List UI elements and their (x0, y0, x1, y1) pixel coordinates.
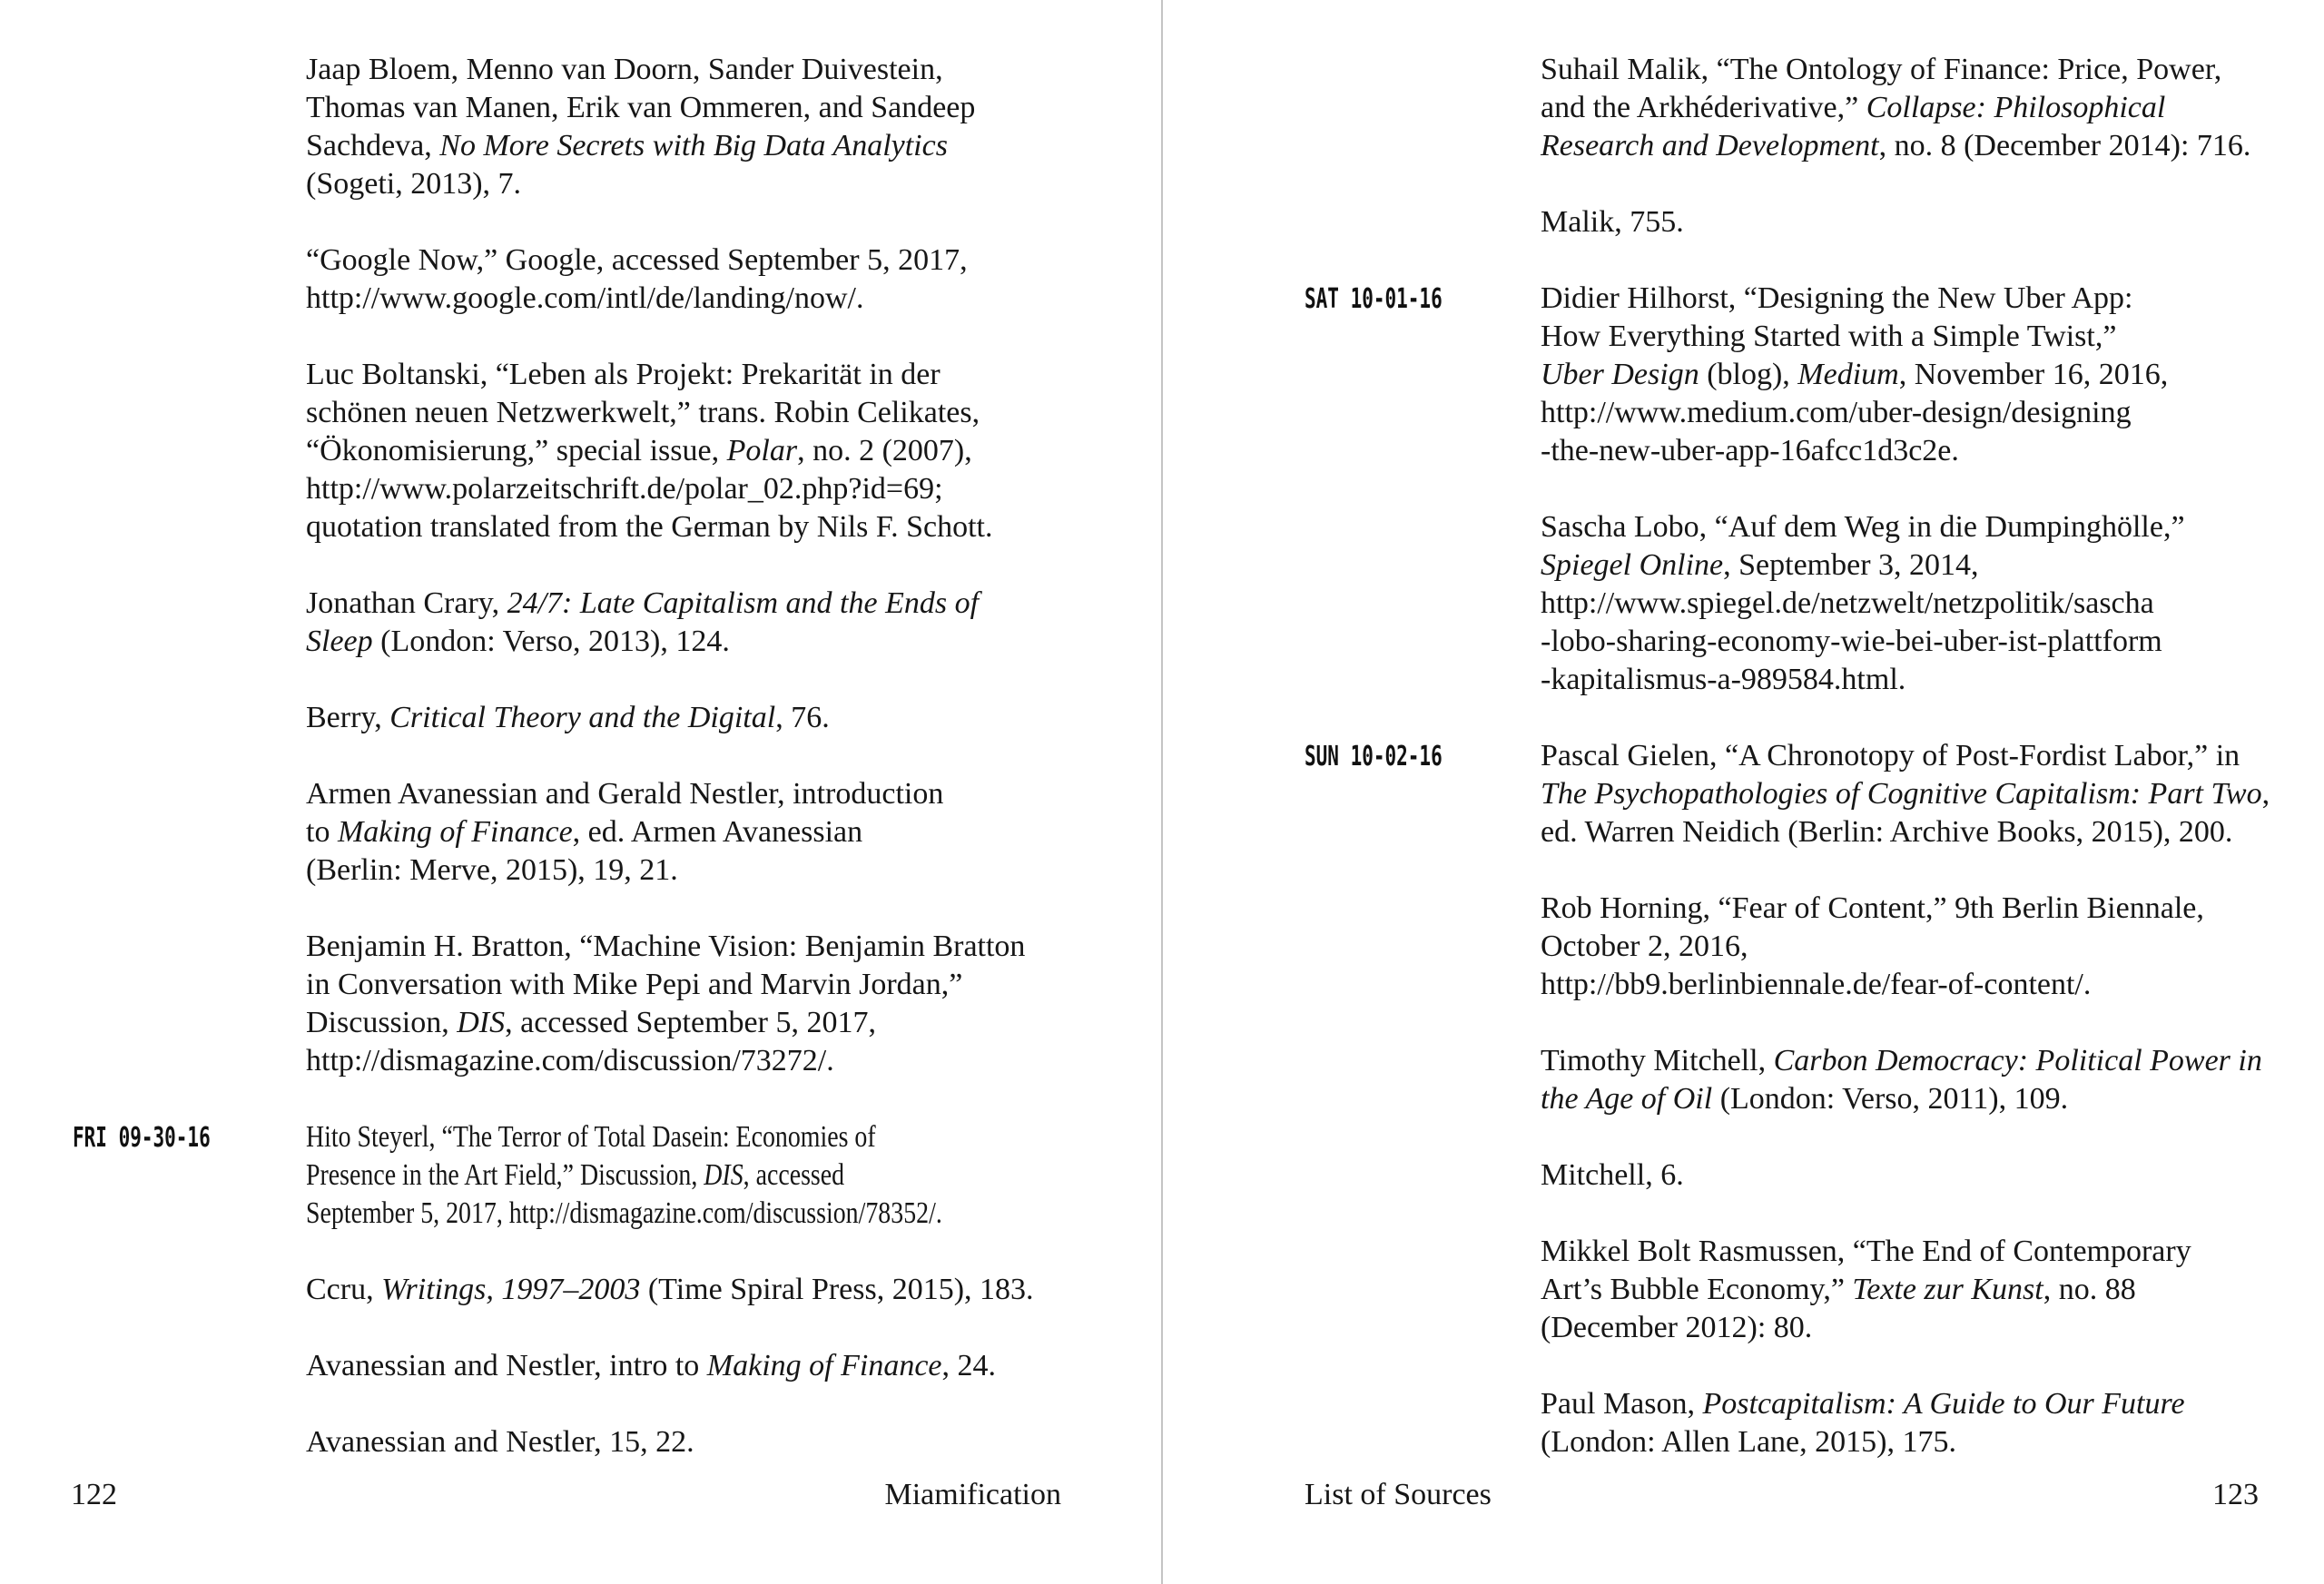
citation-line (306, 432, 1061, 470)
citation-line (1541, 813, 2280, 851)
citation-entry (306, 585, 1061, 661)
citation-text: “Google Now,” Google, accessed September 5, 2017, (306, 243, 968, 277)
citation-line (1541, 127, 2280, 165)
citation-line (306, 585, 1061, 623)
citation-line (306, 241, 1061, 280)
citation-text: , accessed September 5, 2017, (505, 1006, 876, 1039)
citation-text: Sachdeva, (306, 129, 440, 162)
citation-text: http://www.spiegel.de/netzwelt/netzpolitik/sascha (1541, 586, 2154, 620)
citation-line (306, 1423, 1061, 1461)
citation-line (1541, 775, 2280, 813)
citation-text: http://www.google.com/intl/de/landing/now/. (306, 281, 864, 315)
citation-text: (Time Spiral Press, 2015), 183. (640, 1273, 1034, 1306)
citation-title-italic: DIS (704, 1158, 743, 1192)
left-running-title: Miamification (884, 1478, 1061, 1511)
citation-title-italic: Collapse: Philosophical (1866, 91, 2166, 124)
citation-line (306, 508, 1061, 546)
citation-text: , 24. (941, 1349, 996, 1382)
citation-text: -kapitalismus-a-989584.html. (1541, 663, 1906, 696)
citation-line (1541, 661, 2280, 699)
citation-line (306, 51, 1061, 89)
citation-entry (1541, 890, 2280, 1004)
citation-line (1541, 280, 2280, 318)
citation-text: October 2, 2016, (1541, 930, 1748, 963)
citation-title-italic: 24/7: Late Capitalism and the Ends of (507, 586, 980, 620)
citation-entry (306, 699, 1061, 737)
citation-entry (1541, 1156, 2280, 1195)
citation-line (306, 165, 1061, 203)
citation-text: (Berlin: Merve, 2015), 19, 21. (306, 853, 678, 887)
citation-entry (1305, 280, 2280, 470)
citation-text: Berry, (306, 701, 390, 734)
citation-entry (306, 51, 1061, 203)
citation-title-italic: Medium (1797, 358, 1899, 391)
citation-text: Timothy Mitchell, (1541, 1044, 1774, 1077)
citation-text: Rob Horning, “Fear of Content,” 9th Berlin Biennale, (1541, 891, 2204, 925)
citation-entry (306, 1423, 1061, 1461)
citation-text: How Everything Started with a Simple Twist,” (1541, 320, 2117, 353)
citation-line (1541, 1423, 2280, 1461)
margin-date-note: SAT 10-01-16 (1305, 283, 1443, 315)
citation-line (1541, 508, 2280, 546)
citation-entry (1541, 1042, 2280, 1118)
citation-text: “Ökonomisierung,” special issue, (306, 434, 727, 467)
citation-title-italic: No More Secrets with Big Data Analytics (439, 129, 948, 162)
citation-text: Armen Avanessian and Gerald Nestler, introduction (306, 777, 944, 811)
citation-text: -the-new-uber-app-16afcc1d3c2e. (1541, 434, 1959, 467)
citation-line (1541, 89, 2280, 127)
citation-line (306, 1042, 1061, 1080)
citation-line (306, 699, 1061, 737)
citation-line (1541, 890, 2280, 928)
citation-line (1541, 356, 2280, 394)
citation-line (306, 1004, 1061, 1042)
citation-title-italic: Sleep (306, 625, 373, 658)
citation-entry (73, 1118, 1061, 1233)
citation-line (306, 966, 1061, 1004)
citation-line (1541, 1080, 2280, 1118)
citation-text: (London: Verso, 2011), 109. (1712, 1082, 2069, 1116)
citation-title-italic: Writings, 1997–2003 (381, 1273, 641, 1306)
citation-title-italic: Uber Design (1541, 358, 1699, 391)
citation-entry (1541, 1233, 2280, 1347)
citation-text: (December 2012): 80. (1541, 1311, 1813, 1344)
citation-text: (Sogeti, 2013), 7. (306, 167, 522, 201)
citation-title-italic: Research and Development (1541, 129, 1879, 162)
citation-entry (1541, 51, 2280, 165)
citation-entry (1305, 737, 2280, 851)
citation-text: (blog), (1699, 358, 1798, 391)
citation-entry (306, 1347, 1061, 1385)
citation-line (306, 1195, 942, 1233)
citation-line (306, 280, 1061, 318)
citation-title-italic: Carbon Democracy: Political Power in (1773, 1044, 2262, 1077)
citation-text: (London: Allen Lane, 2015), 175. (1541, 1425, 1956, 1459)
citation-title-italic: the Age of Oil (1541, 1082, 1713, 1116)
citation-line (306, 470, 1061, 508)
margin-date-note: SUN 10-02-16 (1305, 741, 1443, 772)
citation-line (1541, 394, 2280, 432)
citation-line (306, 623, 1061, 661)
citation-entry (1541, 508, 2280, 699)
citation-line (306, 1156, 925, 1195)
citation-text: http://dismagazine.com/discussion/73272/. (306, 1044, 834, 1077)
citation-title-italic: Polar (726, 434, 798, 467)
citation-text: , November 16, 2016, (1898, 358, 2169, 391)
citation-text: Hito Steyerl, “The Terror of Total Dasein: Economies of (306, 1120, 876, 1154)
citation-line (306, 1271, 1061, 1309)
citation-text: Pascal Gielen, “A Chronotopy of Post-Fordist Labor,” in (1541, 739, 2240, 772)
citation-text: Art’s Bubble Economy,” (1541, 1273, 1853, 1306)
citation-text: Ccru, (306, 1273, 382, 1306)
citation-text: and the Arkhéderivative,” (1541, 91, 1866, 124)
citation-entry (1541, 1385, 2280, 1461)
citation-line (1541, 1385, 2280, 1423)
citation-line (306, 127, 1061, 165)
citation-text: -lobo-sharing-economy-wie-bei-uber-ist-plattform (1541, 625, 2162, 658)
citation-title-italic: Making of Finance (337, 815, 573, 849)
citation-line (306, 356, 1061, 394)
citation-text: September 5, 2017, http://dismagazine.com/discussion/78352/. (306, 1196, 942, 1230)
citation-line (1541, 432, 2280, 470)
citation-text: Jaap Bloem, Menno van Doorn, Sander Duivestein, (306, 53, 943, 86)
citation-title-italic: Making of Finance (706, 1349, 942, 1382)
citation-text: Suhail Malik, “The Ontology of Finance: Price, Power, (1541, 53, 2222, 86)
citation-line (1541, 737, 2280, 775)
citation-text: , (2261, 777, 2270, 811)
citation-text: http://www.medium.com/uber-design/designing (1541, 396, 2132, 429)
citation-text: schönen neuen Netzwerkwelt,” trans. Robin Celikates, (306, 396, 980, 429)
citation-text: , no. 88 (2043, 1273, 2136, 1306)
page-gutter-divider (1161, 0, 1163, 1584)
citation-line (306, 775, 1061, 813)
citation-line (1541, 1042, 2280, 1080)
citation-line (1541, 546, 2280, 585)
citation-text: Benjamin H. Bratton, “Machine Vision: Benjamin Bratton (306, 930, 1026, 963)
citation-entry (306, 928, 1061, 1080)
citation-line (1541, 1233, 2280, 1271)
citation-text: Didier Hilhorst, “Designing the New Uber App: (1541, 281, 2133, 315)
citation-line (306, 928, 1061, 966)
citation-text: , accessed (743, 1158, 845, 1192)
right-page-number: 123 (2212, 1478, 2259, 1511)
left-page-number: 122 (71, 1478, 117, 1511)
citation-text: , 76. (775, 701, 830, 734)
citation-text: Avanessian and Nestler, 15, 22. (306, 1425, 694, 1459)
citation-title-italic: Spiegel Online (1541, 548, 1724, 582)
citation-text: Luc Boltanski, “Leben als Projekt: Prekarität in der (306, 358, 940, 391)
citation-text: in Conversation with Mike Pepi and Marvin Jordan,” (306, 968, 963, 1001)
citation-text: to (306, 815, 338, 849)
citation-line (306, 89, 1061, 127)
citation-line (306, 1118, 925, 1156)
citation-title-italic: The Psychopathologies of Cognitive Capitalism: Part Two (1541, 777, 2262, 811)
citation-text: , September 3, 2014, (1723, 548, 1979, 582)
citation-text: http://bb9.berlinbiennale.de/fear-of-content/. (1541, 968, 2092, 1001)
citation-text: Thomas van Manen, Erik van Ommeren, and Sandeep (306, 91, 976, 124)
citation-line (1541, 51, 2280, 89)
citation-text: , no. 2 (2007), (797, 434, 972, 467)
right-running-title: List of Sources (1305, 1478, 1492, 1511)
citation-title-italic: DIS (457, 1006, 506, 1039)
citation-line (306, 394, 1061, 432)
citation-text: Malik, 755. (1541, 205, 1684, 239)
citation-line (1541, 1156, 2280, 1195)
citation-text: ed. Warren Neidich (Berlin: Archive Books, 2015), 200. (1541, 815, 2233, 849)
citation-title-italic: Texte zur Kunst (1852, 1273, 2043, 1306)
citation-entry (306, 356, 1061, 546)
citation-line (1541, 928, 2280, 966)
citation-line (306, 1347, 1061, 1385)
citation-text: http://www.polarzeitschrift.de/polar_02.php?id=69; (306, 472, 943, 506)
citation-line (1541, 623, 2280, 661)
citation-line (306, 851, 1061, 890)
citation-text: (London: Verso, 2013), 124. (372, 625, 730, 658)
citation-line (1541, 203, 2280, 241)
citation-title-italic: Critical Theory and the Digital (389, 701, 776, 734)
citation-line (306, 813, 1061, 851)
citation-entry (1541, 203, 2280, 241)
citation-entry (306, 1271, 1061, 1309)
citation-text: Mikkel Bolt Rasmussen, “The End of Contemporary (1541, 1235, 2191, 1268)
citation-text: Jonathan Crary, (306, 586, 507, 620)
citation-text: Paul Mason, (1541, 1387, 1703, 1421)
margin-date-note: FRI 09-30-16 (73, 1122, 211, 1154)
citation-line (1541, 966, 2280, 1004)
citation-text: , ed. Armen Avanessian (572, 815, 863, 849)
citation-text: , no. 8 (December 2014): 716. (1878, 129, 2251, 162)
citation-entry (306, 241, 1061, 318)
citation-text: quotation translated from the German by Nils F. Schott. (306, 510, 993, 544)
citation-text: Avanessian and Nestler, intro to (306, 1349, 707, 1382)
citation-text: Mitchell, 6. (1541, 1158, 1684, 1192)
citation-line (1541, 1309, 2280, 1347)
citation-title-italic: Postcapitalism: A Guide to Our Future (1702, 1387, 2185, 1421)
citation-text: Discussion, (306, 1006, 458, 1039)
citation-text: Presence in the Art Field,” Discussion, (306, 1158, 704, 1192)
citation-line (1541, 585, 2280, 623)
citation-entry (306, 775, 1061, 890)
citation-text: Sascha Lobo, “Auf dem Weg in die Dumpinghölle,” (1541, 510, 2185, 544)
citation-line (1541, 1271, 2280, 1309)
citation-line (1541, 318, 2280, 356)
